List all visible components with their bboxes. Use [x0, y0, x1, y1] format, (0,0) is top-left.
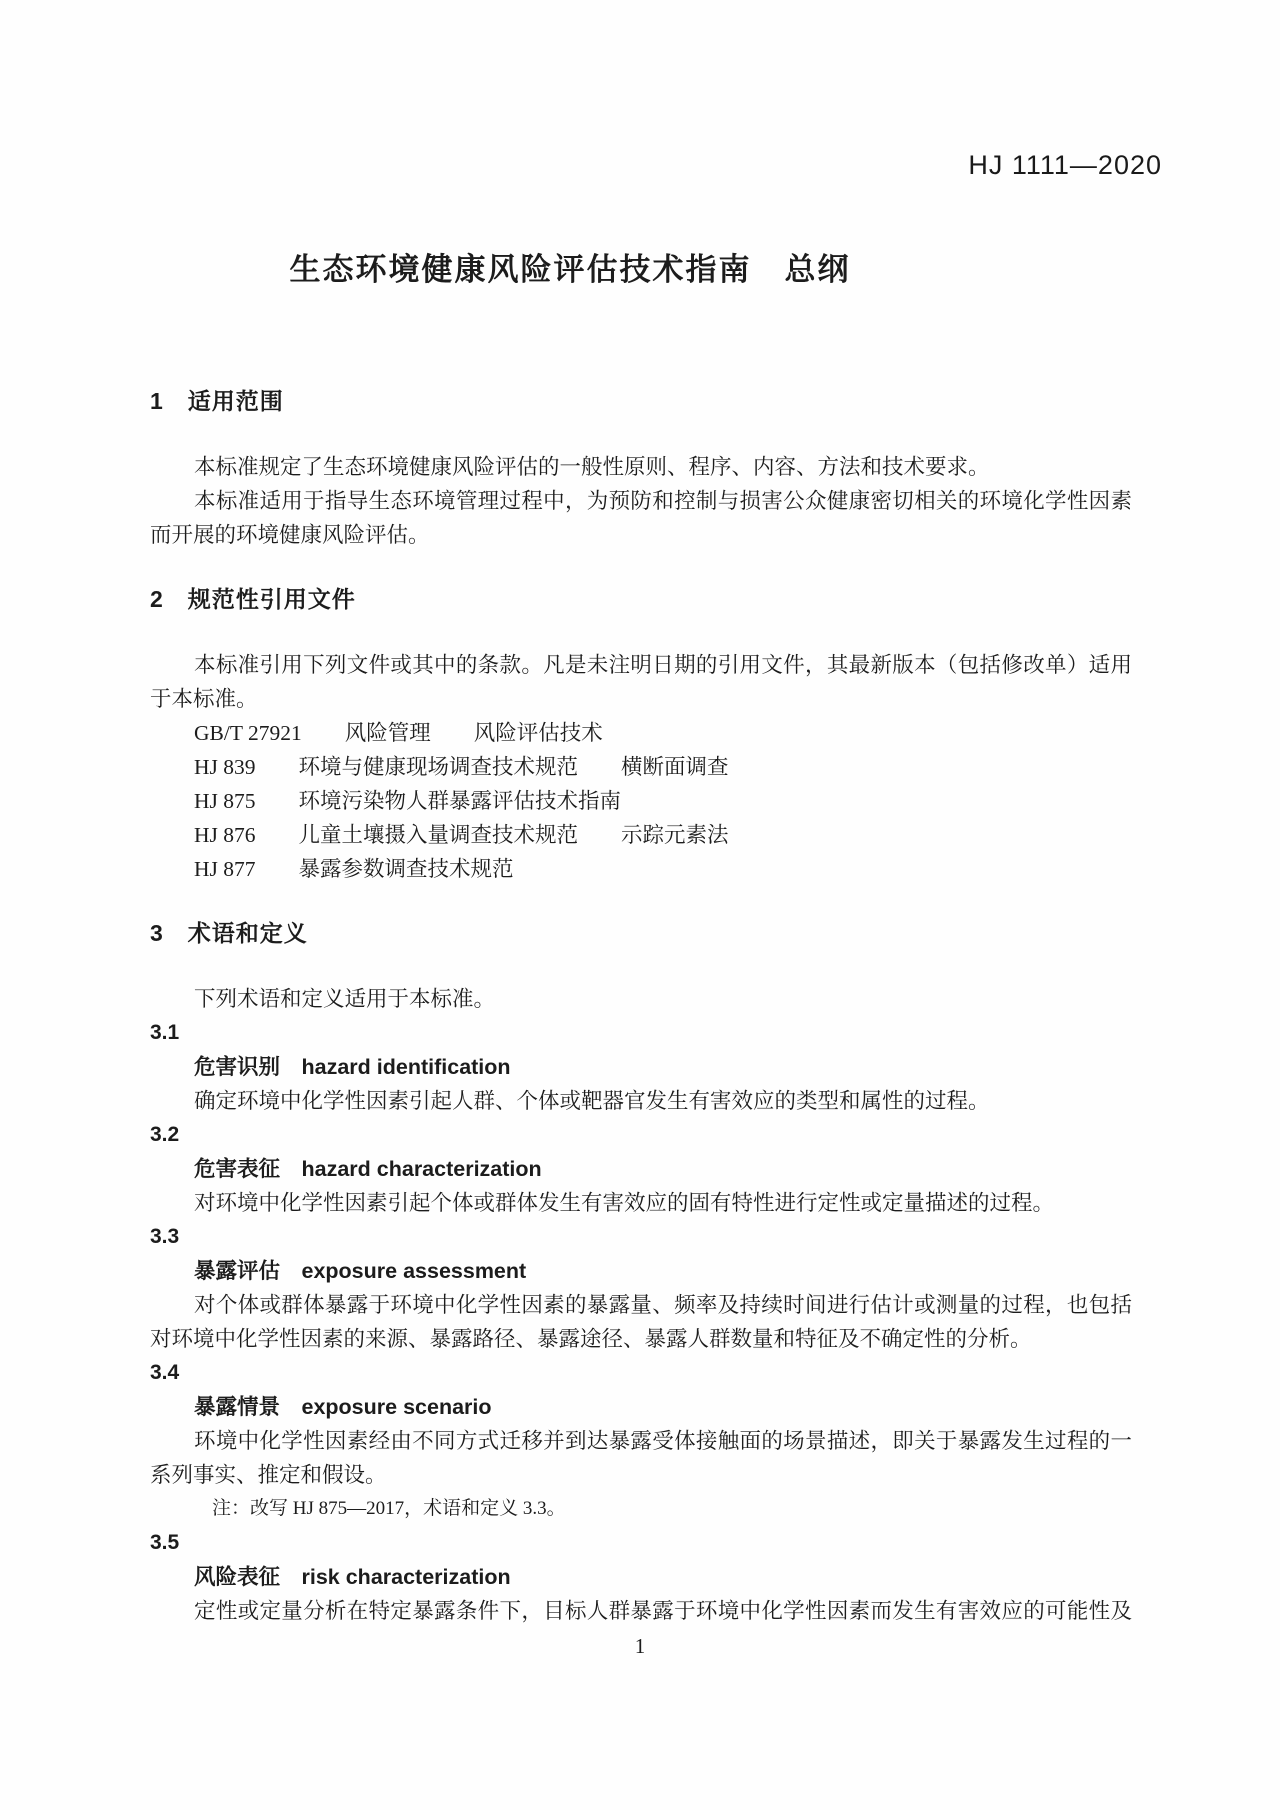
term-3-1-definition: 确定环境中化学性因素引起人群、个体或靶器官发生有害效应的类型和属性的过程。	[194, 1089, 990, 1113]
reference-hj-839: HJ 839 环境与健康现场调查技术规范 横断面调查	[194, 755, 729, 779]
section-2-heading: 2 规范性引用文件	[150, 586, 356, 612]
page-number: 1	[634, 1634, 646, 1658]
reference-hj-877: HJ 877 暴露参数调查技术规范	[194, 857, 514, 881]
section-3-heading: 3 术语和定义	[150, 920, 308, 946]
term-3-5-definition-line-1: 定性或定量分析在特定暴露条件下，目标人群暴露于环境中化学性因素而发生有害效应的可能性及	[194, 1599, 1132, 1623]
term-3-3-definition-line-2: 对环境中化学性因素的来源、暴露路径、暴露途径、暴露人群数量和特征及不确定性的分析。	[150, 1327, 1032, 1351]
term-3-4-definition-line-1: 环境中化学性因素经由不同方式迁移并到达暴露受体接触面的场景描述，即关于暴露发生过程的一	[194, 1429, 1132, 1453]
reference-hj-875: HJ 875 环境污染物人群暴露评估技术指南	[194, 789, 622, 813]
term-3-2-title: 危害表征 hazard characterization	[194, 1157, 542, 1181]
section-1-paragraph-2-line-1: 本标准适用于指导生态环境管理过程中，为预防和控制与损害公众健康密切相关的环境化学性因素	[194, 489, 1132, 513]
term-3-3-definition-line-1: 对个体或群体暴露于环境中化学性因素的暴露量、频率及持续时间进行估计或测量的过程，也包括	[194, 1293, 1132, 1317]
term-3-4-number: 3.4	[150, 1361, 180, 1384]
section-2-paragraph-line-2: 于本标准。	[150, 687, 258, 711]
term-3-2-definition: 对环境中化学性因素引起个体或群体发生有害效应的固有特性进行定性或定量描述的过程。	[194, 1191, 1055, 1215]
term-3-5-title: 风险表征 risk characterization	[194, 1565, 511, 1589]
section-2-paragraph-line-1: 本标准引用下列文件或其中的条款。凡是未注明日期的引用文件，其最新版本（包括修改单）适用	[194, 653, 1132, 677]
reference-hj-876: HJ 876 儿童土壤摄入量调查技术规范 示踪元素法	[194, 823, 729, 847]
term-3-4-definition-line-2: 系列事实、推定和假设。	[150, 1463, 387, 1487]
term-3-3-number: 3.3	[150, 1225, 180, 1248]
term-3-4-title: 暴露情景 exposure scenario	[194, 1395, 492, 1419]
term-3-5-number: 3.5	[150, 1531, 180, 1554]
reference-gbt-27921: GB/T 27921 风险管理 风险评估技术	[194, 721, 603, 745]
section-1-heading: 1 适用范围	[150, 388, 284, 414]
section-3-intro: 下列术语和定义适用于本标准。	[194, 987, 496, 1011]
standard-code: HJ 1111—2020	[968, 150, 1162, 180]
section-1-paragraph-1: 本标准规定了生态环境健康风险评估的一般性原则、程序、内容、方法和技术要求。	[194, 455, 990, 479]
term-3-3-title: 暴露评估 exposure assessment	[194, 1259, 527, 1283]
section-1-paragraph-2-line-2: 而开展的环境健康风险评估。	[150, 523, 430, 547]
term-3-1-title: 危害识别 hazard identification	[194, 1055, 511, 1079]
term-3-2-number: 3.2	[150, 1123, 180, 1146]
document-title: 生态环境健康风险评估技术指南 总纲	[289, 252, 851, 287]
term-3-4-note: 注：改写 HJ 875—2017，术语和定义 3.3。	[212, 1498, 566, 1519]
term-3-1-number: 3.1	[150, 1021, 180, 1044]
document-body	[150, 384, 1132, 1628]
